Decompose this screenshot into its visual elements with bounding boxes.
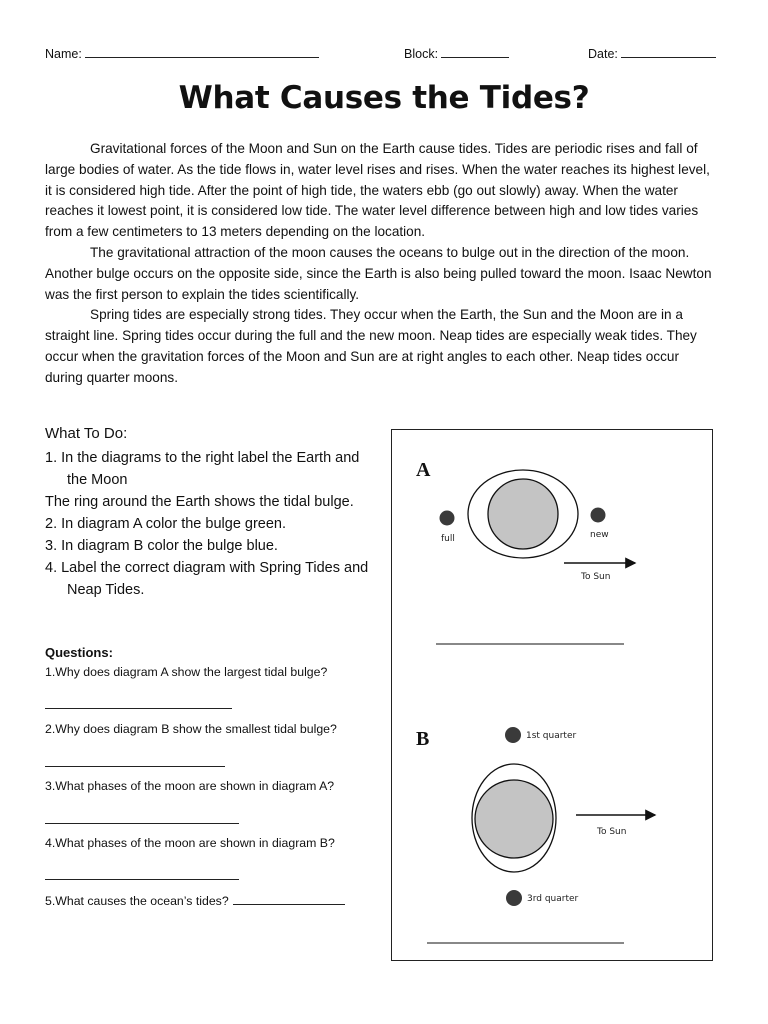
todo-item: 2. In diagram A color the bulge green. bbox=[45, 516, 287, 532]
answer-line-1[interactable] bbox=[45, 707, 232, 709]
block-field[interactable] bbox=[404, 46, 509, 61]
date-field[interactable] bbox=[588, 46, 716, 61]
diagram-b-third-quarter-label: 3rd quarter bbox=[527, 894, 579, 904]
tide-diagrams-svg bbox=[392, 430, 714, 962]
answer-line-4[interactable] bbox=[45, 878, 239, 880]
question-1: 1.Why does diagram A show the largest tidal bulge? bbox=[45, 665, 328, 679]
diagram-b-moon-third-quarter[interactable] bbox=[506, 890, 522, 906]
diagram-b-earth[interactable] bbox=[475, 780, 553, 858]
intro-paragraph-1: Gravitational forces of the Moon and Sun on the Earth cause tides. Tides are periodic rises and fall of large bodies of water. As the tide flows in, water level rises and rises. When the water reaches its highest level, it is considered high tide. After the point of high tide, the waters ebb (go out slowly) away. When the water reaches it lowest point, it is considered low tide. The water level difference between high and low tides varies from a few centimeters to 13 meters depending on the location. bbox=[45, 141, 710, 240]
block-label: Block: bbox=[404, 47, 439, 61]
question-5 bbox=[45, 893, 345, 908]
diagram-b-moon-first-quarter[interactable] bbox=[505, 727, 521, 743]
diagram-a-letter: A bbox=[416, 459, 431, 481]
question-4: 4.What phases of the moon are shown in diagram B? bbox=[45, 836, 335, 850]
page-title: What Causes the Tides? bbox=[178, 80, 590, 116]
intro-text bbox=[45, 139, 715, 389]
answer-line-5[interactable] bbox=[233, 893, 345, 905]
answer-line-2[interactable] bbox=[45, 765, 225, 767]
question-5-text: 5.What causes the ocean’s tides? bbox=[45, 894, 229, 908]
intro-paragraph-3: Spring tides are especially strong tides. They occur when the Earth, the Sun and the Moon are in a straight line. Spring tides occur during the full and the new moon. Neap tides are especially weak tides. They occur when the gravitation forces of the Moon and Sun are at right angles to each other. Neap tides occur during quarter moons. bbox=[45, 307, 697, 385]
diagram-a-moon-full[interactable] bbox=[440, 511, 455, 526]
name-field[interactable] bbox=[45, 46, 319, 61]
diagram-b-first-quarter-label: 1st quarter bbox=[526, 731, 577, 741]
intro-paragraph-2: The gravitational attraction of the moon causes the oceans to bulge out in the direction of the moon. Another bulge occurs on the opposite side, since the Earth is also being pulled toward the moon. Isaac Newton was the first person to explain the tides scientifically. bbox=[45, 244, 712, 302]
diagram-a-new-label: new bbox=[590, 530, 609, 540]
tide-diagrams-box bbox=[391, 429, 713, 961]
diagram-a-full-label: full bbox=[441, 534, 455, 544]
name-blank[interactable] bbox=[85, 46, 319, 58]
what-to-do-list bbox=[45, 447, 375, 601]
answer-line-3[interactable] bbox=[45, 822, 239, 824]
date-label: Date: bbox=[588, 47, 618, 61]
todo-item: 1. In the diagrams to the right label the Earth and the Moon bbox=[45, 450, 360, 488]
question-3: 3.What phases of the moon are shown in diagram A? bbox=[45, 779, 335, 793]
diagram-a-sun-label: To Sun bbox=[581, 572, 611, 582]
question-2: 2.Why does diagram B show the smallest tidal bulge? bbox=[45, 722, 337, 736]
what-to-do-heading: What To Do: bbox=[45, 425, 128, 442]
name-label: Name: bbox=[45, 47, 82, 61]
todo-item: 4. Label the correct diagram with Spring Tides and Neap Tides. bbox=[45, 560, 369, 598]
todo-item: 3. In diagram B color the bulge blue. bbox=[45, 538, 278, 554]
diagram-b-letter: B bbox=[416, 728, 430, 750]
questions-heading: Questions: bbox=[45, 645, 113, 660]
diagram-a-earth[interactable] bbox=[488, 479, 558, 549]
diagram-a-moon-new[interactable] bbox=[591, 508, 606, 523]
todo-item: The ring around the Earth shows the tidal bulge. bbox=[45, 494, 354, 510]
block-blank[interactable] bbox=[441, 46, 509, 58]
diagram-b-sun-label: To Sun bbox=[597, 827, 627, 837]
date-blank[interactable] bbox=[621, 46, 716, 58]
